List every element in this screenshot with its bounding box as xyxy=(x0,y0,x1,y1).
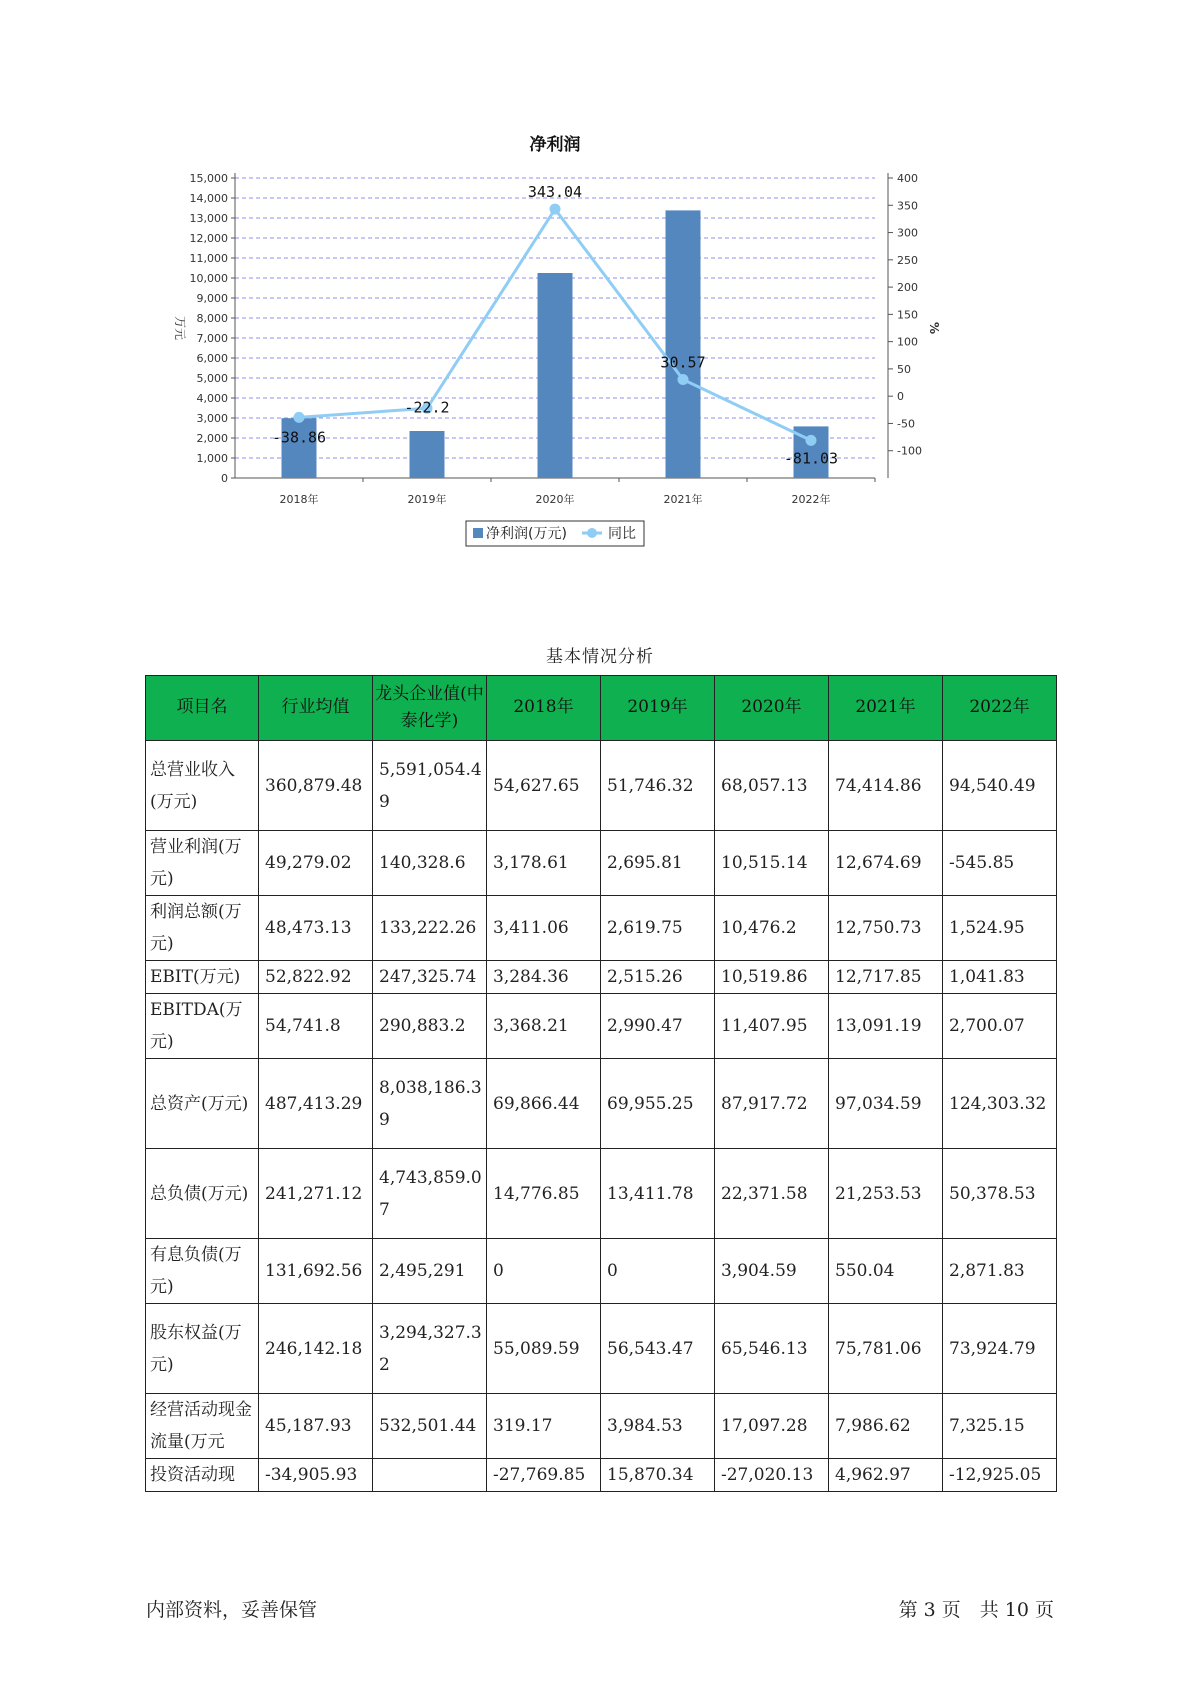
value-cell: 49,279.02 xyxy=(259,831,373,896)
value-cell: 17,097.28 xyxy=(715,1394,829,1459)
value-cell: 550.04 xyxy=(829,1239,943,1304)
row-label-cell: 投资活动现 xyxy=(146,1459,259,1492)
value-cell: 13,411.78 xyxy=(601,1149,715,1239)
value-cell: 0 xyxy=(487,1239,601,1304)
value-cell: 360,879.48 xyxy=(259,741,373,831)
x-tick-label: 2018年 xyxy=(279,493,319,506)
bar-net-profit xyxy=(410,431,445,478)
table-row xyxy=(146,831,1057,896)
left-tick-label: 10,000 xyxy=(189,272,228,285)
legend-label-line: 同比 xyxy=(608,526,636,542)
header-cell: 2019年 xyxy=(601,676,715,741)
value-cell: 94,540.49 xyxy=(943,741,1057,831)
point-yoy xyxy=(678,374,689,385)
bar-net-profit xyxy=(538,273,573,478)
value-cell: 7,325.15 xyxy=(943,1394,1057,1459)
value-cell: 15,870.34 xyxy=(601,1459,715,1492)
left-tick-label: 3,000 xyxy=(196,412,228,425)
left-tick-label: 0 xyxy=(221,472,228,485)
row-label-cell: 总负债(万元) xyxy=(146,1149,259,1239)
legend-label-bar: 净利润(万元) xyxy=(486,526,567,542)
header-cell: 项目名 xyxy=(146,676,259,741)
right-axis-label: % xyxy=(927,321,941,335)
row-label-cell: EBIT(万元) xyxy=(146,961,259,994)
table-row xyxy=(146,741,1057,831)
row-label-cell: 总资产(万元) xyxy=(146,1059,259,1149)
right-tick-label: 100 xyxy=(897,335,918,349)
value-cell: 52,822.92 xyxy=(259,961,373,994)
value-cell: 4,962.97 xyxy=(829,1459,943,1492)
value-cell: -27,769.85 xyxy=(487,1459,601,1492)
value-cell: 87,917.72 xyxy=(715,1059,829,1149)
header-cell: 2018年 xyxy=(487,676,601,741)
left-tick-label: 1,000 xyxy=(196,452,228,465)
row-label-cell: 营业利润(万元) xyxy=(146,831,259,896)
value-cell: 54,627.65 xyxy=(487,741,601,831)
value-cell: 97,034.59 xyxy=(829,1059,943,1149)
left-tick-label: 7,000 xyxy=(196,332,228,345)
value-cell: 1,524.95 xyxy=(943,896,1057,961)
row-label-cell: 利润总额(万元) xyxy=(146,896,259,961)
value-cell: 247,325.74 xyxy=(373,961,487,994)
left-axis-label: 万元 xyxy=(173,315,187,341)
data-label-yoy: 30.57 xyxy=(660,353,706,372)
value-cell: -545.85 xyxy=(943,831,1057,896)
value-cell: 48,473.13 xyxy=(259,896,373,961)
value-cell: 69,866.44 xyxy=(487,1059,601,1149)
value-cell: 12,674.69 xyxy=(829,831,943,896)
footer-page-number: 第 3 页 共 10 页 xyxy=(898,1599,1054,1621)
header-cell: 2020年 xyxy=(715,676,829,741)
value-cell: 75,781.06 xyxy=(829,1304,943,1394)
value-cell: 55,089.59 xyxy=(487,1304,601,1394)
value-cell: 73,924.79 xyxy=(943,1304,1057,1394)
left-tick-label: 15,000 xyxy=(189,172,228,185)
value-cell: 7,986.62 xyxy=(829,1394,943,1459)
row-label-cell: 经营活动现金流量(万元 xyxy=(146,1394,259,1459)
value-cell: 69,955.25 xyxy=(601,1059,715,1149)
left-tick-label: 9,000 xyxy=(196,292,228,305)
value-cell: 3,284.36 xyxy=(487,961,601,994)
table-caption: 基本情况分析 xyxy=(546,647,654,667)
value-cell: 11,407.95 xyxy=(715,994,829,1059)
value-cell: 21,253.53 xyxy=(829,1149,943,1239)
table-header-row xyxy=(146,676,1057,741)
data-label-yoy: 343.04 xyxy=(527,183,583,202)
table-row xyxy=(146,1059,1057,1149)
value-cell: 1,041.83 xyxy=(943,961,1057,994)
value-cell: 133,222.26 xyxy=(373,896,487,961)
header-cell: 2022年 xyxy=(943,676,1057,741)
value-cell: 10,515.14 xyxy=(715,831,829,896)
table-row xyxy=(146,1239,1057,1304)
row-label-cell: 有息负债(万元) xyxy=(146,1239,259,1304)
value-cell: 241,271.12 xyxy=(259,1149,373,1239)
left-tick-label: 11,000 xyxy=(189,252,228,265)
value-cell: 2,495,291 xyxy=(373,1239,487,1304)
legend-swatch-bar xyxy=(473,528,483,538)
table-row xyxy=(146,961,1057,994)
legend-swatch-dot xyxy=(587,528,597,538)
value-cell: 3,904.59 xyxy=(715,1239,829,1304)
value-cell: 2,515.26 xyxy=(601,961,715,994)
value-cell: 487,413.29 xyxy=(259,1059,373,1149)
value-cell: 8,038,186.39 xyxy=(373,1059,487,1149)
right-tick-label: 0 xyxy=(897,390,904,404)
right-tick-label: 150 xyxy=(897,308,918,322)
left-tick-label: 2,000 xyxy=(196,432,228,445)
table-row xyxy=(146,994,1057,1059)
value-cell: 131,692.56 xyxy=(259,1239,373,1304)
value-cell: 5,591,054.49 xyxy=(373,741,487,831)
value-cell: 2,619.75 xyxy=(601,896,715,961)
table-row xyxy=(146,1459,1057,1492)
row-label-cell: 股东权益(万元) xyxy=(146,1304,259,1394)
right-tick-label: 50 xyxy=(897,362,911,376)
value-cell: 140,328.6 xyxy=(373,831,487,896)
value-cell: 2,990.47 xyxy=(601,994,715,1059)
value-cell: 2,871.83 xyxy=(943,1239,1057,1304)
value-cell: 3,984.53 xyxy=(601,1394,715,1459)
bar-net-profit xyxy=(666,210,701,478)
value-cell: 246,142.18 xyxy=(259,1304,373,1394)
value-cell: 65,546.13 xyxy=(715,1304,829,1394)
value-cell: 0 xyxy=(601,1239,715,1304)
value-cell: 45,187.93 xyxy=(259,1394,373,1459)
value-cell: 13,091.19 xyxy=(829,994,943,1059)
right-tick-label: 400 xyxy=(897,172,918,185)
value-cell: 2,700.07 xyxy=(943,994,1057,1059)
data-label-yoy: -38.86 xyxy=(271,428,327,447)
value-cell: 3,294,327.32 xyxy=(373,1304,487,1394)
point-yoy xyxy=(550,204,561,215)
header-cell: 2021年 xyxy=(829,676,943,741)
right-tick-label: 250 xyxy=(897,253,918,267)
footer-confidential-note: 内部资料，妥善保管 xyxy=(146,1599,318,1621)
left-tick-label: 12,000 xyxy=(189,232,228,245)
value-cell xyxy=(373,1459,487,1492)
right-tick-label: 200 xyxy=(897,281,918,295)
data-label-yoy: -81.03 xyxy=(783,449,839,468)
value-cell: 10,476.2 xyxy=(715,896,829,961)
basic-analysis-table xyxy=(145,675,1057,1492)
value-cell: 124,303.32 xyxy=(943,1059,1057,1149)
value-cell: 50,378.53 xyxy=(943,1149,1057,1239)
x-tick-label: 2019年 xyxy=(407,493,447,506)
header-cell: 龙头企业值(中泰化学) xyxy=(373,676,487,741)
left-tick-label: 13,000 xyxy=(189,212,228,225)
point-yoy xyxy=(294,412,305,423)
left-tick-label: 4,000 xyxy=(196,392,228,405)
left-tick-label: 8,000 xyxy=(196,312,228,325)
right-tick-label: -100 xyxy=(897,444,922,458)
x-tick-label: 2021年 xyxy=(663,493,703,506)
table-row xyxy=(146,1304,1057,1394)
chart-title: 净利润 xyxy=(529,135,581,155)
value-cell: 3,178.61 xyxy=(487,831,601,896)
value-cell: -27,020.13 xyxy=(715,1459,829,1492)
table-row xyxy=(146,1394,1057,1459)
value-cell: 319.17 xyxy=(487,1394,601,1459)
value-cell: 532,501.44 xyxy=(373,1394,487,1459)
value-cell: 54,741.8 xyxy=(259,994,373,1059)
x-tick-label: 2020年 xyxy=(535,493,575,506)
value-cell: -12,925.05 xyxy=(943,1459,1057,1492)
value-cell: 290,883.2 xyxy=(373,994,487,1059)
row-label-cell: 总营业收入(万元) xyxy=(146,741,259,831)
right-tick-label: 300 xyxy=(897,226,918,240)
value-cell: 51,746.32 xyxy=(601,741,715,831)
table-row xyxy=(146,1149,1057,1239)
value-cell: 4,743,859.07 xyxy=(373,1149,487,1239)
data-label-yoy: -22.2 xyxy=(404,398,450,417)
value-cell: 56,543.47 xyxy=(601,1304,715,1394)
right-tick-label: -50 xyxy=(897,417,915,431)
value-cell: 68,057.13 xyxy=(715,741,829,831)
value-cell: 12,717.85 xyxy=(829,961,943,994)
left-tick-label: 5,000 xyxy=(196,372,228,385)
value-cell: 10,519.86 xyxy=(715,961,829,994)
left-tick-label: 6,000 xyxy=(196,352,228,365)
left-tick-label: 14,000 xyxy=(189,192,228,205)
value-cell: -34,905.93 xyxy=(259,1459,373,1492)
value-cell: 14,776.85 xyxy=(487,1149,601,1239)
value-cell: 74,414.86 xyxy=(829,741,943,831)
bar-net-profit xyxy=(282,418,317,478)
row-label-cell: EBITDA(万元) xyxy=(146,994,259,1059)
net-profit-chart xyxy=(140,130,1060,600)
header-cell: 行业均值 xyxy=(259,676,373,741)
value-cell: 12,750.73 xyxy=(829,896,943,961)
value-cell: 3,368.21 xyxy=(487,994,601,1059)
value-cell: 3,411.06 xyxy=(487,896,601,961)
table-row xyxy=(146,896,1057,961)
value-cell: 22,371.58 xyxy=(715,1149,829,1239)
value-cell: 2,695.81 xyxy=(601,831,715,896)
point-yoy xyxy=(806,435,817,446)
right-tick-label: 350 xyxy=(897,199,918,213)
x-tick-label: 2022年 xyxy=(791,493,831,506)
